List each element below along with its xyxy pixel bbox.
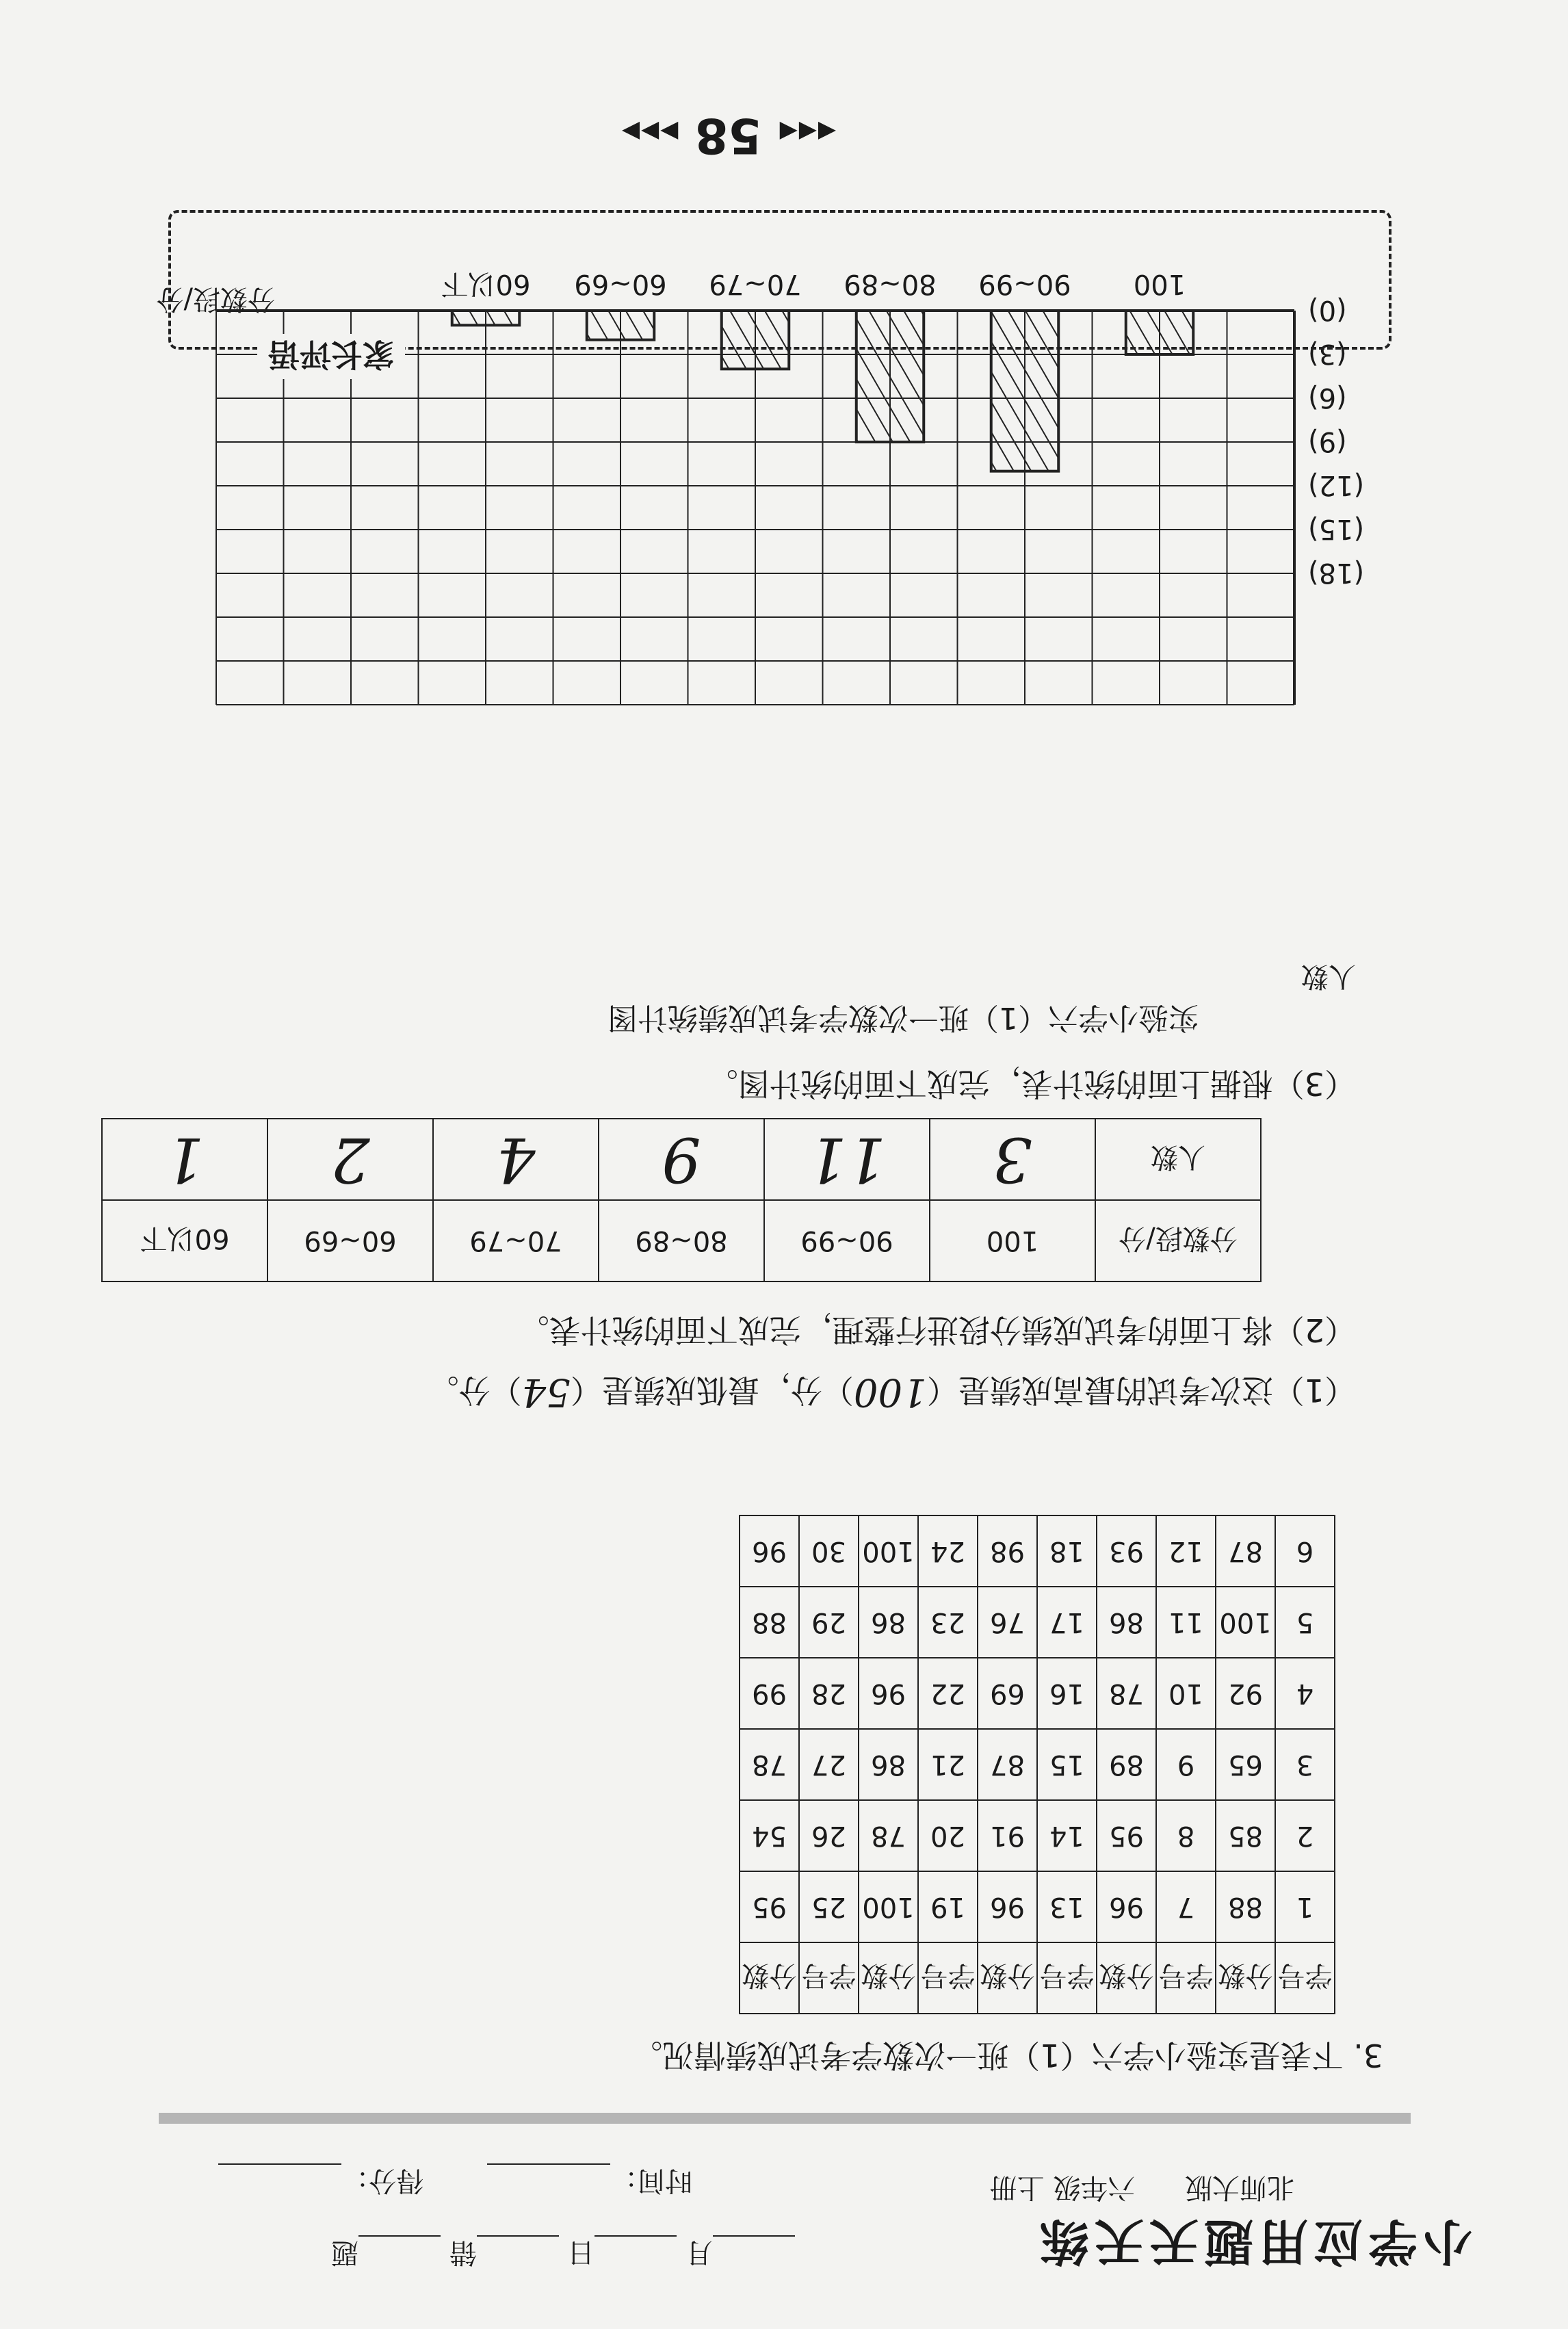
count-answer-cell[interactable]: 1 (102, 1119, 267, 1200)
score-cell: 88 (1216, 1871, 1275, 1942)
table-row (740, 1515, 1335, 1587)
sub-question-1: （1）这次考试的最高成绩是（100）分，最低成绩是（54）分。 (427, 1370, 1356, 1414)
x-tick-label: 60~69 (574, 268, 667, 300)
table-row (102, 1119, 1261, 1200)
x-tick-label: 80~89 (844, 268, 937, 300)
count-answer-cell[interactable]: 2 (267, 1119, 433, 1200)
score-cell: 96 (978, 1871, 1037, 1942)
score-cell: 12 (1156, 1515, 1216, 1587)
score-header-cell: 分数 (859, 1942, 918, 2014)
day-blank[interactable] (594, 2235, 677, 2267)
parent-comment-box[interactable] (168, 210, 1391, 350)
score-header-cell: 分数 (1216, 1942, 1275, 2014)
y-tick-label: (9) (1308, 426, 1347, 457)
table-row (740, 1658, 1335, 1729)
count-answer-cell[interactable]: 9 (599, 1119, 764, 1200)
time-score-fields: 时间： 得分： (218, 2163, 692, 2202)
score-cell: 99 (740, 1658, 799, 1729)
min-score-answer[interactable]: 54 (521, 1370, 571, 1414)
segment-cell: 60~69 (267, 1200, 433, 1281)
score-header-cell: 学号 (799, 1942, 859, 2014)
score-header-cell: 分数 (978, 1942, 1037, 2014)
table-row (102, 1200, 1261, 1281)
score-header-cell: 学号 (1275, 1942, 1335, 2014)
count-answer-cell[interactable]: 4 (433, 1119, 599, 1200)
score-cell: 25 (799, 1871, 859, 1942)
score-cell: 98 (978, 1515, 1037, 1587)
score-cell: 9 (1156, 1729, 1216, 1800)
score-cell: 92 (1216, 1658, 1275, 1729)
score-cell: 26 (799, 1800, 859, 1871)
score-header-cell: 学号 (1037, 1942, 1097, 2014)
score-cell: 13 (1037, 1871, 1097, 1942)
x-tick-label: 70~79 (709, 268, 802, 300)
score-header-cell: 学号 (918, 1942, 978, 2014)
error-count-blank[interactable] (477, 2235, 559, 2267)
stat-row-label: 分数段/分 (1095, 1200, 1261, 1281)
score-table (739, 1515, 1335, 2014)
score-cell: 15 (1037, 1729, 1097, 1800)
time-blank[interactable] (487, 2163, 610, 2195)
score-cell: 29 (799, 1587, 859, 1658)
score-cell: 28 (799, 1658, 859, 1729)
score-cell: 69 (978, 1658, 1037, 1729)
header-divider (159, 2113, 1411, 2124)
table-row (740, 1800, 1335, 1871)
score-cell: 18 (1037, 1515, 1097, 1587)
segment-stat-table (101, 1118, 1262, 1282)
x-tick-label: 90~99 (978, 268, 1071, 300)
left-arrows-icon: ◀◀◀ (778, 118, 836, 146)
score-cell: 78 (740, 1729, 799, 1800)
score-cell: 30 (799, 1515, 859, 1587)
score-cell: 93 (1097, 1515, 1156, 1587)
score-cell: 5 (1275, 1587, 1335, 1658)
page-number: ◀◀◀ 58 ▶▶▶ (620, 107, 836, 164)
score-cell: 14 (1037, 1800, 1097, 1871)
score-cell: 86 (859, 1729, 918, 1800)
score-cell: 86 (859, 1587, 918, 1658)
score-cell: 8 (1156, 1800, 1216, 1871)
score-cell: 100 (1216, 1587, 1275, 1658)
score-blank[interactable] (218, 2163, 341, 2195)
segment-cell: 90~99 (764, 1200, 930, 1281)
score-cell: 78 (1097, 1658, 1156, 1729)
y-tick-label: (15) (1308, 513, 1365, 545)
score-header-cell: 分数 (1097, 1942, 1156, 2014)
table-row (740, 1871, 1335, 1942)
table-row (740, 1587, 1335, 1658)
score-cell: 96 (859, 1658, 918, 1729)
score-cell: 22 (918, 1658, 978, 1729)
score-cell: 16 (1037, 1658, 1097, 1729)
segment-cell: 100 (930, 1200, 1095, 1281)
score-cell: 27 (799, 1729, 859, 1800)
score-header-cell: 学号 (1156, 1942, 1216, 2014)
problem-count-blank[interactable] (358, 2235, 441, 2267)
score-header-cell: 分数 (740, 1942, 799, 2014)
score-cell: 87 (978, 1729, 1037, 1800)
question-prompt: 3. 下表是实验小学六（1）班一次数学考试成绩情况。 (631, 2037, 1383, 2074)
score-cell: 1 (1275, 1871, 1335, 1942)
y-tick-label: (12) (1308, 469, 1365, 501)
score-cell: 4 (1275, 1658, 1335, 1729)
grade-label: 六年级 上册 (989, 2172, 1136, 2203)
score-cell: 76 (978, 1587, 1037, 1658)
y-tick-label: (3) (1308, 338, 1347, 369)
x-tick-label: 100 (1133, 268, 1186, 300)
x-tick-label: 60以下 (441, 268, 531, 300)
score-cell: 7 (1156, 1871, 1216, 1942)
score-cell: 6 (1275, 1515, 1335, 1587)
count-answer-cell[interactable]: 3 (930, 1119, 1095, 1200)
score-cell: 54 (740, 1800, 799, 1871)
max-score-answer[interactable]: 100 (853, 1370, 927, 1414)
segment-cell: 70~79 (433, 1200, 599, 1281)
score-cell: 96 (1097, 1871, 1156, 1942)
score-cell: 87 (1216, 1515, 1275, 1587)
chart-title: 实验小学六（1）班一次数学考试成绩统计图 (607, 1000, 1199, 1035)
segment-cell: 60以下 (102, 1200, 267, 1281)
score-cell: 91 (978, 1800, 1037, 1871)
publisher-label: 北师大版 六年级 上册 (989, 2172, 1294, 2203)
score-cell: 19 (918, 1871, 978, 1942)
table-row (740, 1729, 1335, 1800)
score-cell: 78 (859, 1800, 918, 1871)
score-cell: 95 (1097, 1800, 1156, 1871)
book-title: 小学应用题天天练 (1034, 2213, 1472, 2271)
count-answer-cell[interactable]: 11 (764, 1119, 930, 1200)
sub-question-2: （2）将上面的考试成绩分段进行整理，完成下面的统计表。 (517, 1312, 1356, 1349)
score-cell: 20 (918, 1800, 978, 1871)
score-cell: 96 (740, 1515, 799, 1587)
score-cell: 21 (918, 1729, 978, 1800)
sub-question-3: （3）根据上面的统计表，完成下面的统计图。 (706, 1065, 1356, 1102)
month-blank[interactable] (713, 2235, 795, 2267)
date-fields: 月 日 错 题 (331, 2235, 795, 2274)
y-axis-label: 人数 (1301, 961, 1356, 992)
score-cell: 86 (1097, 1587, 1156, 1658)
score-cell: 10 (1156, 1658, 1216, 1729)
score-cell: 100 (859, 1515, 918, 1587)
score-cell: 65 (1216, 1729, 1275, 1800)
score-cell: 89 (1097, 1729, 1156, 1800)
parent-comment-label: 家长评语 (257, 334, 405, 379)
right-arrows-icon: ▶▶▶ (620, 118, 679, 146)
y-tick-label: (18) (1308, 557, 1365, 588)
x-axis-label: 分数段/分 (156, 283, 275, 315)
score-cell: 3 (1275, 1729, 1335, 1800)
score-cell: 24 (918, 1515, 978, 1587)
score-cell: 85 (1216, 1800, 1275, 1871)
score-cell: 11 (1156, 1587, 1216, 1658)
y-tick-label: (0) (1308, 294, 1347, 326)
score-cell: 2 (1275, 1800, 1335, 1871)
score-cell: 100 (859, 1871, 918, 1942)
segment-cell: 80~89 (599, 1200, 764, 1281)
stat-row-label: 人数 (1095, 1119, 1261, 1200)
score-cell: 88 (740, 1587, 799, 1658)
score-cell: 17 (1037, 1587, 1097, 1658)
y-tick-label: (6) (1308, 382, 1347, 413)
score-cell: 23 (918, 1587, 978, 1658)
score-cell: 95 (740, 1871, 799, 1942)
